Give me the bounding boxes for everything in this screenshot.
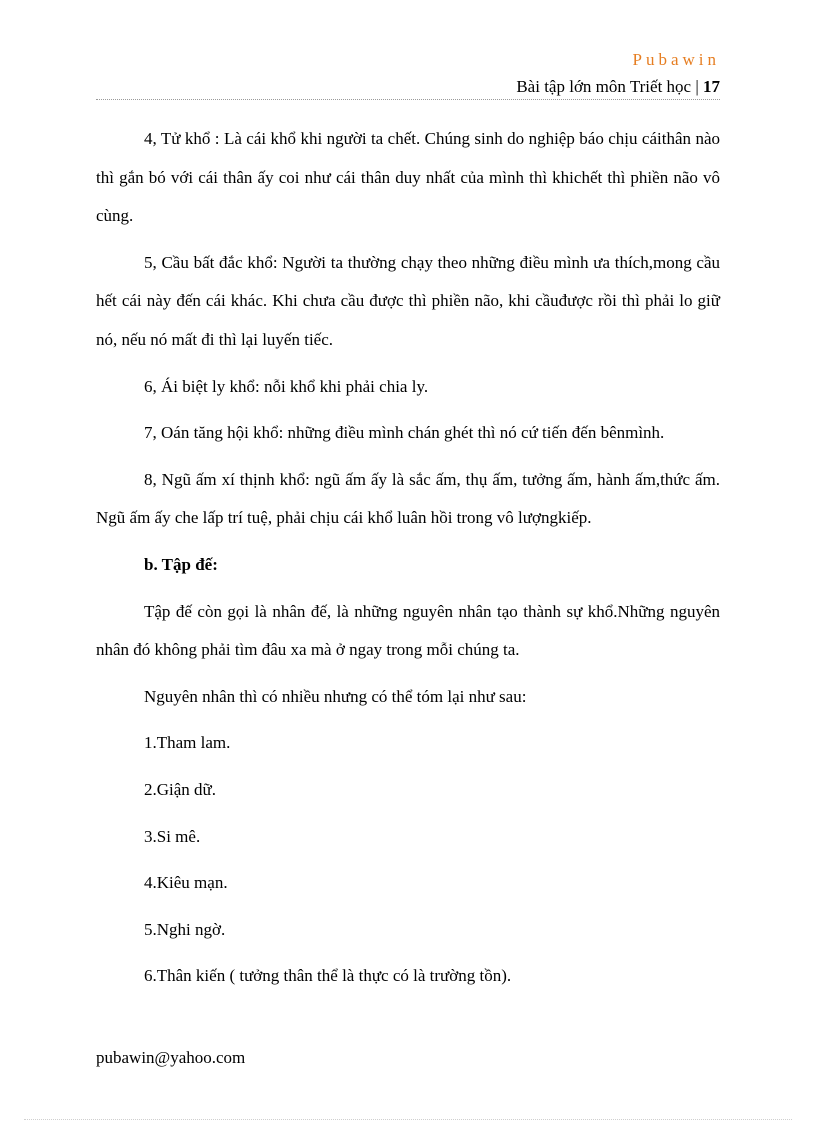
list-item: 2.Giận dữ. <box>144 779 217 799</box>
paragraph-tu-kho: 4, Tử khổ : Là cái khổ khi người ta chết. Chúng sinh do nghiệp báo chịu cáithân nào thì gắn bó với cái thân ấy coi như cái thân duy nhất của mình thì khichết thì phiền não vô cùng. <box>96 129 720 226</box>
header-divider <box>96 99 720 100</box>
list-item: 5.Nghi ngờ. <box>144 919 226 939</box>
page-number: 17 <box>703 77 720 96</box>
list-item: 6.Thân kiến ( tưởng thân thể là thực có là trường tồn). <box>144 966 512 986</box>
title-separator: | <box>695 77 699 96</box>
paragraph-tap-de-intro: Tập đế còn gọi là nhân đế, là những nguyên nhân tạo thành sự khổ.Những nguyên nhân đó không phải tìm đâu xa mà ở ngay trong mỗi chúng ta. <box>96 601 720 660</box>
header-brand: Pubawin <box>632 50 720 69</box>
list-item: 4.Kiêu mạn. <box>144 873 228 893</box>
list-item: 1.Tham lam. <box>144 733 231 753</box>
paragraph-cau-bat-dac-kho: 5, Cầu bất đắc khổ: Người ta thường chạy theo những điều mình ưa thích,mong cầu hết cái này đến cái khác. Khi chưa cầu được thì phiền não, khi cầuđược rồi thì phải lo giữ nó, nếu nó mất đi thì lại luyến tiếc. <box>96 252 720 349</box>
footer-email: pubawin@yahoo.com <box>96 1048 246 1067</box>
list-item: 3.Si mê. <box>144 826 201 846</box>
paragraph-causes-intro: Nguyên nhân thì có nhiều nhưng có thể tóm lại như sau: <box>144 686 527 706</box>
document-title: Bài tập lớn môn Triết học <box>516 77 692 96</box>
paragraph-oan-tang-hoi-kho: 7, Oán tăng hội khổ: những điều mình chán ghét thì nó cứ tiến đến bênmình. <box>144 423 665 443</box>
header-title-line <box>516 77 720 97</box>
paragraph-ngu-am-kho: 8, Ngũ ấm xí thịnh khổ: ngũ ấm ấy là sắc ấm, thụ ấm, tưởng ấm, hành ấm,thức ấm. Ngũ ấm ấy che lấp trí tuệ, phải chịu cái khổ luân hồi trong vô lượngkiếp. <box>96 469 720 528</box>
footer-divider <box>24 1119 792 1120</box>
section-heading: b. Tập đế: <box>144 554 218 574</box>
page-content <box>96 120 720 1004</box>
paragraph-ai-biet-ly-kho: 6, Ái biệt ly khổ: nỗi khổ khi phải chia ly. <box>144 376 429 396</box>
